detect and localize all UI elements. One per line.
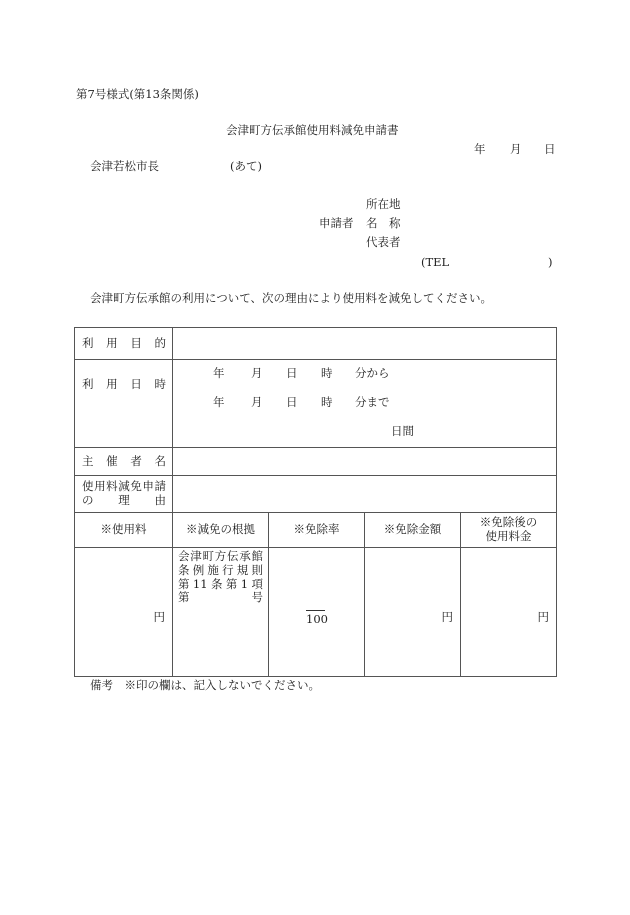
remarks-note: 備考 ※印の欄は、記入しないでください。 [90,678,320,692]
date-year: 年 [474,142,486,156]
after-fee-header-line2: 使用料金 [485,529,532,543]
reason-row [75,476,557,513]
from-day: 日 [286,366,298,380]
amount-yen: 円 [441,610,453,624]
datetime-value-cell[interactable] [173,360,557,448]
basis-value-cell [173,548,269,677]
rate-value-cell[interactable] [269,548,365,677]
date-day: 日 [544,142,556,156]
amount-header: ※免除金額 [365,513,461,548]
after-fee-value-cell[interactable] [461,548,557,677]
to-hour: 時 [321,395,333,409]
from-year: 年 [213,366,225,380]
organizer-row [75,448,557,476]
rate-denominator: 100 [306,612,328,626]
from-hour: 時 [321,366,333,380]
organizer-label: 主 催 者 名 [82,453,166,468]
datetime-label: 利 用 日 時 [82,377,166,391]
reason-label-line2: の 理 由 [82,493,166,507]
applicant-address-label: 所在地 [366,197,401,211]
to-day: 日 [286,395,298,409]
rate-header: ※免除率 [269,513,365,548]
rate-fraction-bar [306,610,325,611]
after-fee-header [461,513,557,548]
request-sentence: 会津町方伝承館の利用について、次の理由により使用料を減免してください。 [90,291,493,305]
amount-value-cell[interactable] [365,548,461,677]
to-year: 年 [213,395,225,409]
applicant-tel-open: (TEL [421,255,450,269]
to-minute: 分まで [355,395,390,409]
purpose-label-cell [75,328,173,360]
purpose-value-cell[interactable] [173,328,557,360]
datetime-label-cell [75,360,173,448]
datetime-row [75,360,557,448]
after-fee-yen: 円 [537,610,549,624]
applicant-name-label: 名 称 [366,216,401,230]
basis-header: ※減免の根拠 [173,513,269,548]
basis-line-4: 第 号 [178,590,263,605]
applicant-tel-close: ) [548,255,553,269]
addressee-name: 会津若松市長 [90,159,159,173]
application-table [74,327,557,677]
from-minute: 分から [355,366,390,380]
reason-label-line1: 使用料減免申請 [82,479,166,494]
applicant-label: 申請者 [319,216,354,230]
purpose-row [75,328,557,360]
fee-value-row [75,548,557,677]
reason-label-cell [75,476,173,513]
fee-header: ※使用料 [75,513,173,548]
applicant-rep-label: 代表者 [366,235,401,249]
from-month: 月 [251,366,263,380]
reason-value-cell[interactable] [173,476,557,513]
after-fee-header-line1: ※免除後の [479,515,538,530]
date-month: 月 [510,142,522,156]
purpose-label: 利 用 目 的 [82,335,166,350]
addressee-suffix: (あて) [230,159,262,173]
basis-line-1: 会津町方伝承館 [178,549,263,563]
fee-yen: 円 [153,610,165,624]
to-month: 月 [251,395,263,409]
fee-header-row [75,513,557,548]
document-title: 会津町方伝承館使用料減免申請書 [226,123,399,137]
organizer-label-cell [75,448,173,476]
form-number: 第7号様式(第13条関係) [76,87,199,101]
basis-line-3: 第11条第1項 [178,576,263,591]
basis-line-2: 条例施行規則 [178,562,263,577]
days-label: 日間 [391,424,414,438]
fee-value-cell[interactable] [75,548,173,677]
organizer-value-cell[interactable] [173,448,557,476]
